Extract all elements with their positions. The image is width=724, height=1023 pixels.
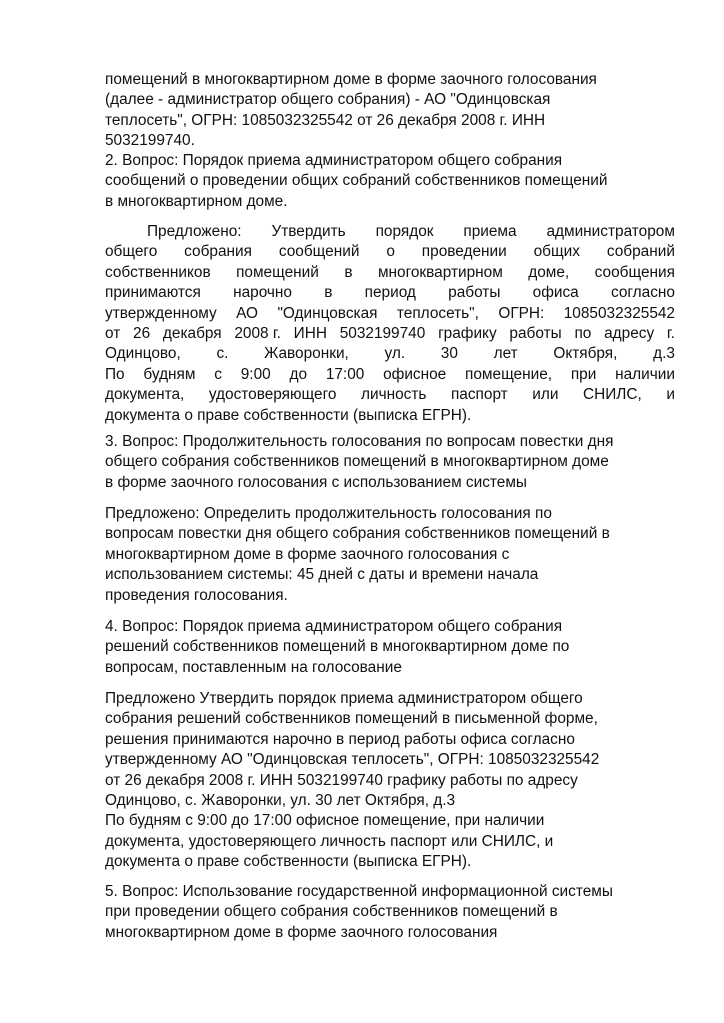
text-line: сообщений о проведении общих собраний собственников помещений xyxy=(105,172,608,190)
word: 2008 г. xyxy=(234,325,281,343)
word: офисное xyxy=(383,365,447,383)
word: в xyxy=(324,284,333,302)
word: 30 xyxy=(440,345,458,363)
question-5 xyxy=(105,882,675,943)
word: с xyxy=(214,365,222,383)
text-line: теплосеть", ОГРН: 1085032325542 от 26 декабря 2008 г. ИНН xyxy=(105,111,546,129)
word: документа, xyxy=(105,386,185,404)
word: удостоверяющего xyxy=(208,386,337,404)
word: г. xyxy=(666,325,675,343)
text-line: использованием системы: 45 дней с даты и времени начала xyxy=(105,566,539,584)
text-line: в многоквартирном доме. xyxy=(105,192,288,210)
intro-paragraph xyxy=(105,70,675,152)
text-line xyxy=(105,222,675,242)
text-line: документа о праве собственности (выписка ЕГРН). xyxy=(105,853,472,871)
text-line xyxy=(105,263,675,283)
word: 5032199740 xyxy=(339,325,426,343)
word: 9:00 xyxy=(240,365,271,383)
text-line xyxy=(105,385,675,405)
word: декабря xyxy=(162,325,222,343)
text-line: вопросам повестки дня общего собрания собственников помещений в xyxy=(105,525,610,543)
word: администратором xyxy=(546,223,675,240)
word: паспорт xyxy=(450,386,508,404)
text-line xyxy=(105,324,675,344)
text-line xyxy=(105,242,675,262)
word: собрания xyxy=(184,243,252,261)
text-line: 4. Вопрос: Порядок приема администратором общего собрания xyxy=(105,618,563,635)
word: с. xyxy=(216,345,229,363)
text-line: при проведении общего собрания собственников помещений в xyxy=(105,903,558,921)
word: порядок xyxy=(375,223,434,240)
word: личность xyxy=(361,386,427,404)
word: теплосеть", xyxy=(396,304,479,322)
word: приема xyxy=(463,223,517,240)
text-line: в форме заочного голосования с использованием системы xyxy=(105,473,527,491)
word: общего xyxy=(105,243,158,261)
word: лет xyxy=(493,345,518,363)
text-line: Одинцово, с. Жаворонки, ул. 30 лет Октября, д.3 xyxy=(105,792,456,810)
word: помещение, xyxy=(465,365,553,383)
word: сообщений xyxy=(278,243,360,261)
word: наличии xyxy=(615,365,675,383)
word: утвержденному xyxy=(105,304,217,322)
text-line: многоквартирном доме в форме заочного голосования с xyxy=(105,545,510,563)
word: ОГРН: xyxy=(498,304,545,322)
text-line: документа, удостоверяющего личность паспорт или СНИЛС, и xyxy=(105,832,554,850)
text-line: 5032199740. xyxy=(105,132,195,150)
proposal-3 xyxy=(105,504,675,606)
proposal-2 xyxy=(105,222,675,426)
word: принимаются xyxy=(105,284,201,302)
word: многоквартирном xyxy=(377,263,503,281)
word: от xyxy=(105,325,121,343)
word: Одинцово, xyxy=(105,345,181,363)
text-line: (далее - администратор общего собрания) - АО "Одинцовская xyxy=(105,91,551,109)
word: сообщения xyxy=(594,263,675,281)
word: согласно xyxy=(610,284,675,302)
word: при xyxy=(570,365,597,383)
word: АО xyxy=(236,304,259,322)
word: о xyxy=(386,243,395,261)
word: работы xyxy=(448,284,501,302)
word: офиса xyxy=(532,284,579,302)
question-4 xyxy=(105,617,675,678)
word: СНИЛС, xyxy=(583,386,642,404)
word: помещений xyxy=(236,263,319,281)
word: общих xyxy=(533,243,580,261)
text-line: собрания решений собственников помещений в письменной форме, xyxy=(105,710,598,728)
text-line: документа о праве собственности (выписка ЕГРН). xyxy=(105,406,472,424)
text-line xyxy=(105,304,675,324)
text-line: решений собственников помещений в многоквартирном доме по xyxy=(105,638,570,656)
question-2 xyxy=(105,151,675,212)
word: или xyxy=(532,386,559,404)
word: ул. xyxy=(384,345,406,363)
text-line: вопросам, поставленным на голосование xyxy=(105,658,402,676)
text-line: проведения голосования. xyxy=(105,586,288,604)
text-line xyxy=(105,283,675,303)
text-line: общего собрания собственников помещений в многоквартирном доме xyxy=(105,453,609,471)
word: в xyxy=(344,263,353,281)
word: Утвердить xyxy=(271,223,346,240)
word: собственников xyxy=(105,263,211,281)
text-line: Предложено: Определить продолжительность голосования по xyxy=(105,505,552,522)
word: будням xyxy=(143,365,196,383)
word: проведении xyxy=(421,243,507,261)
text-line xyxy=(105,365,675,385)
text-line: 3. Вопрос: Продолжительность голосования по вопросам повестки дня xyxy=(105,433,614,450)
question-3 xyxy=(105,432,675,493)
word: доме, xyxy=(528,263,570,281)
text-line: утвержденному АО "Одинцовская теплосеть", ОГРН: 1085032325542 xyxy=(105,751,600,769)
word: нарочно xyxy=(233,284,292,302)
word: д.3 xyxy=(653,345,675,363)
word: Предложено: xyxy=(147,223,242,240)
word: и xyxy=(666,386,675,404)
text-line: По будням с 9:00 до 17:00 офисное помещение, при наличии xyxy=(105,812,545,830)
word: ИНН xyxy=(293,325,327,343)
text-line: от 26 декабря 2008 г. ИНН 5032199740 графику работы по адресу xyxy=(105,771,578,789)
word: Жаворонки, xyxy=(264,345,349,363)
proposal-4 xyxy=(105,689,675,873)
text-line: 5. Вопрос: Использование государственной информационной системы xyxy=(105,883,613,900)
word: 26 xyxy=(133,325,151,343)
word: работы xyxy=(509,325,562,343)
text-line: Предложено Утвердить порядок приема администратором общего xyxy=(105,690,583,707)
text-line: помещений в многоквартирном доме в форме заочного голосования xyxy=(105,71,597,88)
word: собраний xyxy=(606,243,675,261)
text-line xyxy=(105,344,675,364)
word: до xyxy=(289,365,308,383)
word: 17:00 xyxy=(325,365,365,383)
word: по xyxy=(574,325,592,343)
word: "Одинцовская xyxy=(277,304,378,322)
word: графику xyxy=(438,325,497,343)
text-line: многоквартирном доме в форме заочного голосования xyxy=(105,923,498,941)
text-line: решения принимаются нарочно в период работы офиса согласно xyxy=(105,730,575,748)
word: 1085032325542 xyxy=(563,304,675,322)
text-line: 2. Вопрос: Порядок приема администратором общего собрания xyxy=(105,152,563,169)
word: Октября, xyxy=(553,345,618,363)
word: адресу xyxy=(604,325,655,343)
word: По xyxy=(105,365,125,383)
word: период xyxy=(364,284,416,302)
